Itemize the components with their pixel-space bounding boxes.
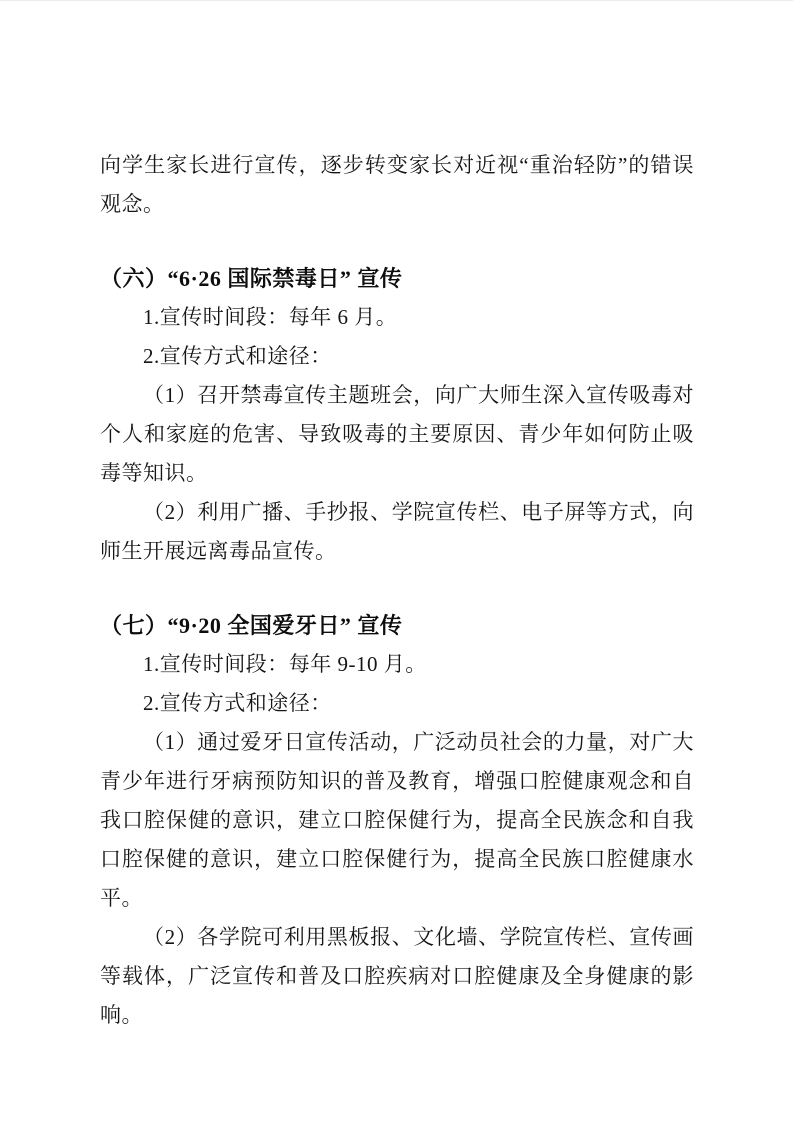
section-paragraph: （1）召开禁毒宣传主题班会，向广大师生深入宣传吸毒对个人和家庭的危害、导致吸毒的主要原因、青少年如何防止吸毒等知识。 bbox=[100, 383, 694, 485]
section-paragraph: （1）通过爱牙日宣传活动，广泛动员社会的力量，对广大青少年进行牙病预防知识的普及教育，增强口腔健康观念和自我口腔保健的意识，建立口腔保健行为，提高全民族念和自我口腔保健的意识，建立口腔保健行为，提高全民族口腔健康水平。 bbox=[100, 730, 694, 910]
section-heading: （七）“9·20 全国爱牙日” 宣传 bbox=[100, 613, 403, 638]
document-content bbox=[100, 146, 694, 1035]
sections-container bbox=[100, 259, 694, 1035]
paragraph-continuation: 向学生家长进行宣传，逐步转变家长对近视“重治轻防”的错误观念。 bbox=[100, 153, 694, 216]
section-paragraph: （2）利用广播、手抄报、学院宣传栏、电子屏等方式，向师生开展远离毒品宣传。 bbox=[100, 500, 694, 563]
section-paragraph: 1.宣传时间段：每年 6 月。 bbox=[143, 305, 398, 329]
section-paragraph: 1.宣传时间段：每年 9-10 月。 bbox=[143, 652, 427, 676]
section-heading: （六）“6·26 国际禁毒日” 宣传 bbox=[100, 266, 403, 291]
section-paragraph: 2.宣传方式和途径： bbox=[143, 691, 332, 715]
section-paragraph: （2）各学院可利用黑板报、文化墙、学院宣传栏、宣传画等载体，广泛宣传和普及口腔疾病对口腔健康及全身健康的影响。 bbox=[100, 925, 694, 1027]
section-paragraph: 2.宣传方式和途径： bbox=[143, 344, 332, 368]
page-top-edge bbox=[0, 0, 793, 1]
